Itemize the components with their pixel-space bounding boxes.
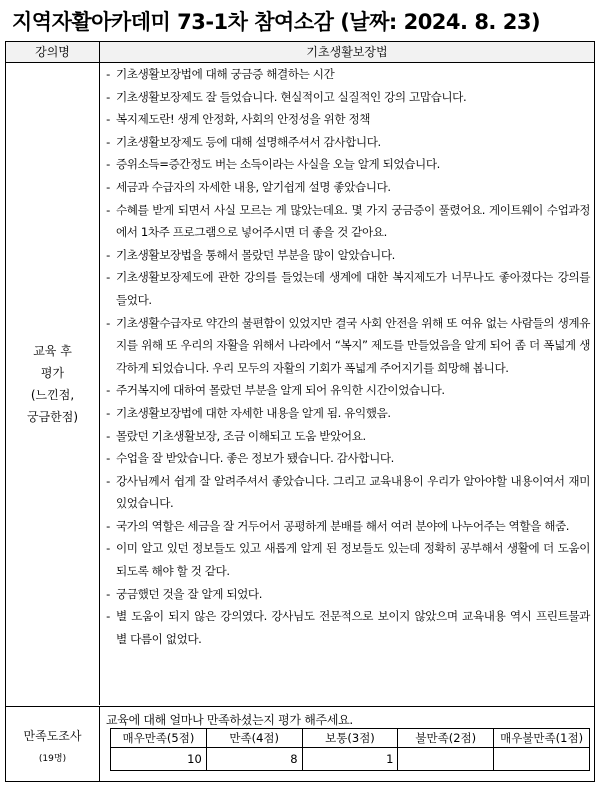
satisfaction-label-cell [6,707,100,782]
satisfaction-question: 교육에 대해 얼마나 만족하셨는지 평가 해주세요. [106,713,353,727]
feedback-text: 국가의 역할은 세금을 잘 거두어서 공평하게 분배를 해서 여러 분야에 나누어주는 역할을 해줌. [116,518,570,533]
rating-count-cell [494,748,590,771]
rating-count-cell: 8 [206,748,302,771]
rating-count-cell [398,748,494,771]
evaluation-label-cell [6,63,100,705]
feedback-item: - 수업을 잘 받았습니다. 좋은 정보가 됐습니다. 감사합니다. [100,447,594,470]
evaluation-label [27,340,78,428]
evaluation-label-line: 궁금한점) [26,410,79,424]
feedback-text: 세금과 수급자의 자세한 내용, 알기쉽게 설명 좋았습니다. [116,179,391,194]
evaluation-table [5,41,595,782]
feedback-item: - 기초생활보장법에 대해 궁금증 해결하는 시간 [100,63,594,86]
satisfaction-label: 만족도조사 [23,729,82,743]
rating-count-cell: 10 [111,748,207,771]
rating-count-cell: 1 [302,748,398,771]
feedback-item: - 기초생활보장제도 잘 들었습니다. 현실적이고 실질적인 강의 고맙습니다. [100,86,594,109]
feedback-text: 주거복지에 대하여 몰랐던 부분을 알게 되어 유익한 시간이었습니다. [116,383,445,398]
feedback-text: 수업을 잘 받았습니다. 좋은 정보가 됐습니다. 감사합니다. [116,451,394,466]
evaluation-label-line: 평가 [40,366,65,380]
feedback-text: 궁금했던 것을 잘 알게 되었다. [116,586,263,601]
feedback-text: 기초생활보장제도 잘 들었습니다. 현실적이고 실질적인 강의 고맙습니다. [116,89,467,104]
feedback-text: 기초생활수급자로 약간의 불편함이 있었지만 결국 사회 안전을 위해 또 여유 없는 사람들의 생계유지를 위해 또 우리의 자활을 위해서 나라에서 “복지” 제도를 만들었음을 알게 되어 좀 더 폭넓게 생각하게 되었습니다. 우리 모두의 자활의 기회가 폭넓게 주어지기를 희망해 봅니다. [116,315,590,375]
satisfaction-row [6,706,594,782]
page-title: 지역자활아카데미 73-1차 참여소감 (날짜: 2024. 8. 23) [12,10,541,34]
rating-column-header: 만족(4점) [206,729,302,748]
feedback-text: 별 도움이 되지 않은 강의였다. 강사님도 전문적으로 보이지 않았으며 교육내용 역시 프린트물과 별 다름이 없었다. [116,609,590,646]
feedback-text: 몰랐던 기초생활보장, 조금 이해되고 도움 받았어요. [116,428,366,443]
rating-column-header: 불만족(2점) [398,729,494,748]
feedback-item: - 주거복지에 대하여 몰랐던 부분을 알게 되어 유익한 시간이었습니다. [100,379,594,402]
feedback-item: - 기초생활보장법을 통해서 몰랐던 부분을 많이 알았습니다. [100,244,594,267]
evaluation-label-line: (느낀점, [30,388,75,402]
feedback-text: 기초생활보장법에 대한 자세한 내용을 알게 됨. 유익했음. [116,405,391,420]
satisfaction-value-row [111,748,590,771]
feedback-item: - 기초생활보장제도 등에 대해 설명해주셔서 감사합니다. [100,131,594,154]
feedback-text: 기초생활보장법에 대해 궁금증 해결하는 시간 [116,67,335,81]
feedback-item: - 궁금했던 것을 잘 알게 되었다. [100,583,594,606]
feedback-list [100,63,594,705]
respondent-count: (19명) [38,754,67,764]
table-header-row [6,42,594,63]
feedback-item: - 국가의 역할은 세금을 잘 거두어서 공평하게 분배를 해서 여러 분야에 나누어주는 역할을 해줌. [100,515,594,538]
feedback-text: 수혜를 받게 되면서 사실 모르는 게 많았는데요. 몇 가지 궁금증이 풀렸어요. 게이트웨이 수업과정에서 1차주 프로그램으로 넣어주시면 더 좋을 것 같아요. [116,202,590,240]
rating-column-header: 매우불만족(1점) [494,729,590,748]
feedback-item: - 수혜를 받게 되면서 사실 모르는 게 많았는데요. 몇 가지 궁금증이 풀렸어요. 게이트웨이 수업과정에서 1차주 프로그램으로 넣어주시면 더 좋을 것 같아요. [100,199,594,244]
rating-column-header: 보통(3점) [302,729,398,748]
feedback-item: - 강사님께서 쉽게 잘 알려주셔서 좋았습니다. 그리고 교육내용이 우리가 알아야할 내용이여서 재미있었습니다. [100,470,594,515]
feedback-text: 기초생활보장제도 등에 대해 설명해주셔서 감사합니다. [116,134,381,149]
feedback-text: 증위소득=증간정도 버는 소득이라는 사실을 오늘 알게 되었습니다. [116,157,440,172]
rating-column-header: 매우만족(5점) [111,729,207,748]
feedback-item: - 증위소득=증간정도 버는 소득이라는 사실을 오늘 알게 되었습니다. [100,153,594,176]
feedback-item: - 기초생활보장법에 대한 자세한 내용을 알게 됨. 유익했음. [100,402,594,425]
feedback-item: - 기초생활보장제도에 관한 강의를 들었는데 생계에 대한 복지제도가 너무나도 좋아졌다는 강의를 들었다. [100,266,594,311]
feedback-item: - 별 도움이 되지 않은 강의였다. 강사님도 전문적으로 보이지 않았으며 교육내용 역시 프린트물과 별 다름이 없었다. [100,605,594,650]
feedback-text: 이미 알고 있던 정보들도 있고 새롭게 알게 된 정보들도 있는데 정확히 공부해서 생활에 더 도움이 되도록 해야 할 것 같다. [116,541,590,579]
feedback-text: 강사님께서 쉽게 잘 알려주셔서 좋았습니다. 그리고 교육내용이 우리가 알아야할 내용이여서 재미있었습니다. [116,473,590,511]
evaluation-label-line: 교육 후 [33,344,72,358]
feedback-item: - 복지제도란! 생계 안정화, 사회의 안정성을 위한 정책 [100,108,594,131]
feedback-text: 기초생활보장제도에 관한 강의를 들었는데 생계에 대한 복지제도가 너무나도 좋아졌다는 강의를 들었다. [116,270,590,307]
feedback-text: 복지제도란! 생계 안정화, 사회의 안정성을 위한 정책 [116,112,371,127]
satisfaction-header-row [111,729,590,748]
feedback-item: - 이미 알고 있던 정보들도 있고 새롭게 알게 된 정보들도 있는데 정확히 공부해서 생활에 더 도움이 되도록 해야 할 것 같다. [100,537,594,582]
satisfaction-table [110,728,590,771]
feedback-item: - 기초생활수급자로 약간의 불편함이 있었지만 결국 사회 안전을 위해 또 여유 없는 사람들의 생계유지를 위해 또 우리의 자활을 위해서 나라에서 “복지” 제도를 만들었음을 알게 되어 좀 더 폭넓게 생각하게 되었습니다. 우리 모두의 자활의 기회가 폭넓게 주어지기를 희망해 봅니다. [100,312,594,380]
feedback-item: - 세금과 수급자의 자세한 내용, 알기쉽게 설명 좋았습니다. [100,176,594,199]
feedback-text: 기초생활보장법을 통해서 몰랐던 부분을 많이 알았습니다. [116,247,395,262]
feedback-item: - 몰랐던 기초생활보장, 조금 이해되고 도움 받았어요. [100,425,594,448]
lecture-name: 기초생활보장법 [306,45,388,59]
lecture-label: 강의명 [6,42,100,62]
